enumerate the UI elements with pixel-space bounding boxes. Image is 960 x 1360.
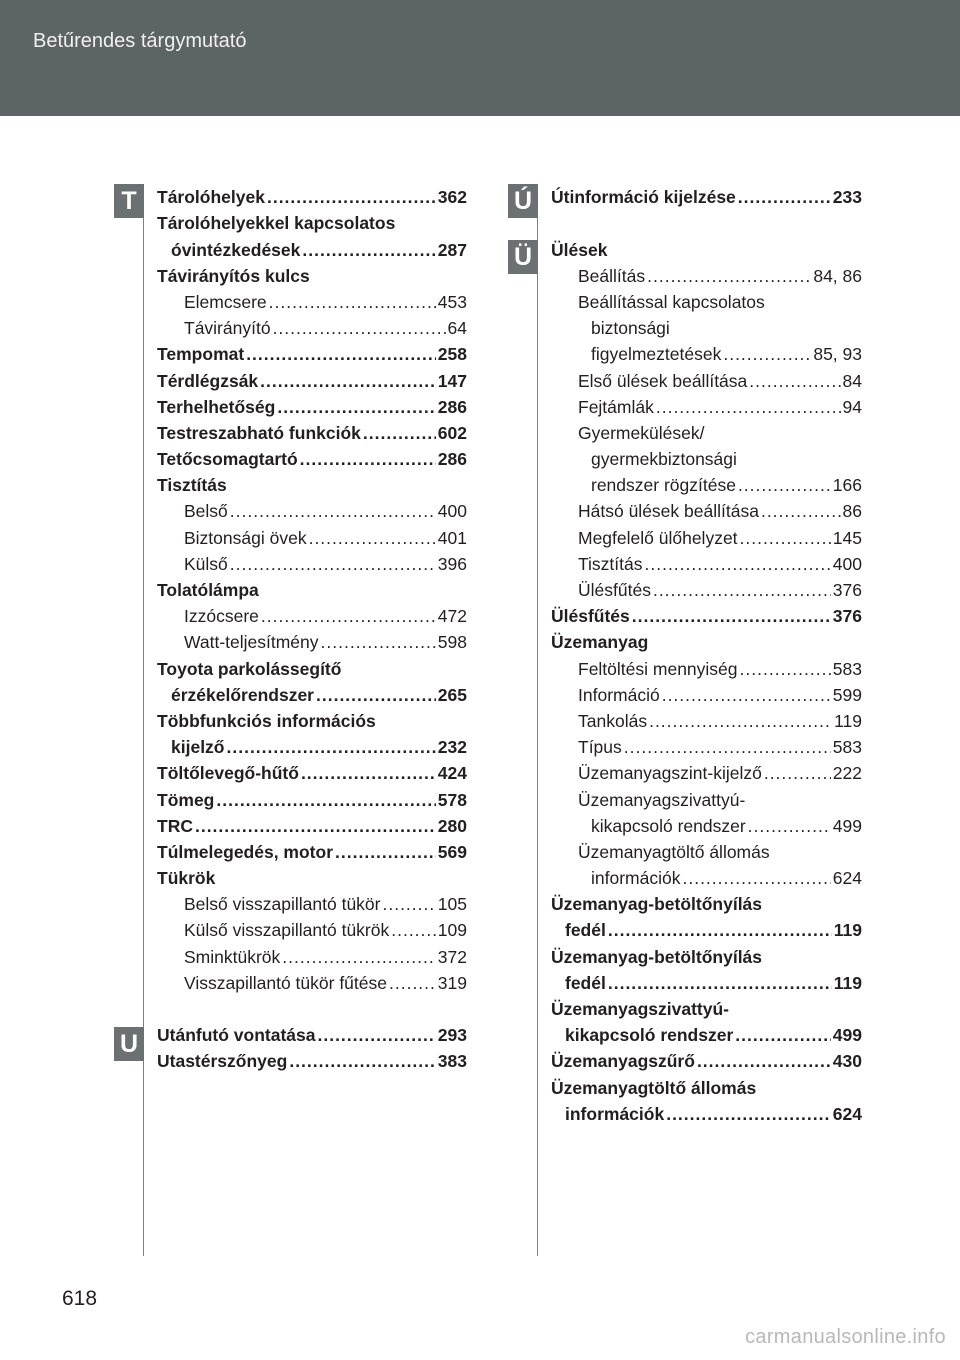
index-subentry: Üzemanyagszivattyú- xyxy=(578,789,746,810)
index-entry: Tárolóhelyekkel kapcsolatos xyxy=(157,213,396,234)
index-entry: kikapcsoló rendszer ..... 499 xyxy=(551,1022,862,1048)
page-number: 618 xyxy=(62,1287,98,1310)
section-gap xyxy=(551,210,862,236)
index-entry: fedél ..... 119 xyxy=(551,970,862,996)
index-entry: Üzemanyagszűrő ..... 430 xyxy=(551,1048,862,1074)
index-entry: fedél ..... 119 xyxy=(551,917,862,943)
index-entry: Túlmelegedés, motor ..... 569 xyxy=(157,839,467,865)
letter-tab-u: U xyxy=(114,1027,144,1061)
letter-tab-u-acute: Ú xyxy=(508,184,538,218)
index-subentry: Tankolás ..... 119 xyxy=(551,708,862,734)
index-entry: Testreszabható funkciók ..... 602 xyxy=(157,420,467,446)
column-divider-left xyxy=(143,184,144,1256)
watermark: carmanualsonline.info xyxy=(745,1326,946,1348)
index-subentry: Típus ..... 583 xyxy=(551,734,862,760)
index-subentry: Belső visszapillantó tükör ..... 105 xyxy=(157,891,467,917)
index-subentry: Watt-teljesítmény ..... 598 xyxy=(157,629,467,655)
index-subentry: gyermekbiztonsági xyxy=(591,449,737,470)
index-entry: Tempomat ..... 258 xyxy=(157,341,467,367)
index-subentry: Biztonsági övek ..... 401 xyxy=(157,524,467,550)
index-entry: TRC ..... 280 xyxy=(157,813,467,839)
index-subentry: biztonsági xyxy=(591,318,670,339)
index-subentry: Fejtámlák ..... 94 xyxy=(551,394,862,420)
index-subentry: Külső ..... 396 xyxy=(157,551,467,577)
index-entry: Utánfutó vontatása ..... 293 xyxy=(157,1022,467,1048)
index-entry: Utastérszőnyeg ..... 383 xyxy=(157,1048,467,1074)
index-subentry: figyelmeztetések ..... 85, 93 xyxy=(551,341,862,367)
index-subentry: rendszer rögzítése ..... 166 xyxy=(551,472,862,498)
index-entry: Térdlégzsák ..... 147 xyxy=(157,367,467,393)
index-entry: Ülések xyxy=(551,239,608,260)
index-entry: Terhelhetőség ..... 286 xyxy=(157,394,467,420)
index-subentry: Izzócsere ..... 472 xyxy=(157,603,467,629)
index-subentry: Távirányító ..... 64 xyxy=(157,315,467,341)
index-subentry: Sminktükrök ..... 372 xyxy=(157,943,467,969)
index-entry: Toyota parkolássegítő xyxy=(157,658,342,679)
index-entry: információk ..... 624 xyxy=(551,1101,862,1127)
index-entry: Útinformáció kijelzése ..... 233 xyxy=(551,184,862,210)
index-column-left xyxy=(157,184,467,1074)
index-entry: Tolatólámpa xyxy=(157,580,259,600)
index-subentry: Külső visszapillantó tükrök ..... 109 xyxy=(157,917,467,943)
index-entry: Üzemanyag xyxy=(551,632,649,653)
index-subentry: Információ ..... 599 xyxy=(551,682,862,708)
section-gap xyxy=(157,996,467,1022)
index-subentry: Első ülések beállítása ..... 84 xyxy=(551,367,862,393)
section-title: Betűrendes tárgymutató xyxy=(33,30,247,52)
letter-tab-t: T xyxy=(114,184,144,218)
index-subentry: információk ..... 624 xyxy=(551,865,862,891)
index-entry: érzékelőrendszer ..... 265 xyxy=(157,682,467,708)
index-entry: Tömeg ..... 578 xyxy=(157,786,467,812)
column-divider-right xyxy=(537,184,538,1256)
index-subentry: Üzemanyagtöltő állomás xyxy=(578,841,770,862)
header-bar xyxy=(0,0,960,116)
index-entry: Üzemanyagtöltő állomás xyxy=(551,1077,757,1098)
index-entry: óvintézkedések ..... 287 xyxy=(157,236,467,262)
index-entry: Tárolóhelyek ..... 362 xyxy=(157,184,467,210)
index-entry: kijelző ..... 232 xyxy=(157,734,467,760)
index-entry: Tetőcsomagtartó ..... 286 xyxy=(157,446,467,472)
index-subentry: Elemcsere ..... 453 xyxy=(157,289,467,315)
index-subentry: Beállítással kapcsolatos xyxy=(578,291,765,312)
index-entry: Üzemanyag-betöltőnyílás xyxy=(551,894,763,915)
index-entry: Többfunkciós információs xyxy=(157,710,376,731)
index-entry: Ülésfűtés ..... 376 xyxy=(551,603,862,629)
index-subentry: Beállítás ..... 84, 86 xyxy=(551,263,862,289)
index-entry: Üzemanyag-betöltőnyílás xyxy=(551,946,763,967)
index-subentry: kikapcsoló rendszer ..... 499 xyxy=(551,813,862,839)
index-column-right xyxy=(551,184,862,1127)
index-entry: Tisztítás xyxy=(157,475,227,496)
index-subentry: Ülésfűtés ..... 376 xyxy=(551,577,862,603)
index-subentry: Hátsó ülések beállítása ..... 86 xyxy=(551,498,862,524)
index-subentry: Gyermekülések/ xyxy=(578,422,705,443)
index-subentry: Visszapillantó tükör fűtése ..... 319 xyxy=(157,970,467,996)
index-entry: Üzemanyagszivattyú- xyxy=(551,999,729,1019)
index-entry: Töltőlevegő-hűtő ..... 424 xyxy=(157,760,467,786)
index-entry: Tükrök xyxy=(157,868,216,889)
index-subentry: Tisztítás ..... 400 xyxy=(551,551,862,577)
index-subentry: Feltöltési mennyiség ..... 583 xyxy=(551,655,862,681)
index-subentry: Megfelelő ülőhelyzet ..... 145 xyxy=(551,524,862,550)
letter-tab-u-umlaut: Ü xyxy=(508,240,538,274)
index-subentry: Belső ..... 400 xyxy=(157,498,467,524)
index-subentry: Üzemanyagszint-kijelző ..... 222 xyxy=(551,760,862,786)
index-entry: Távirányítós kulcs xyxy=(157,265,310,286)
